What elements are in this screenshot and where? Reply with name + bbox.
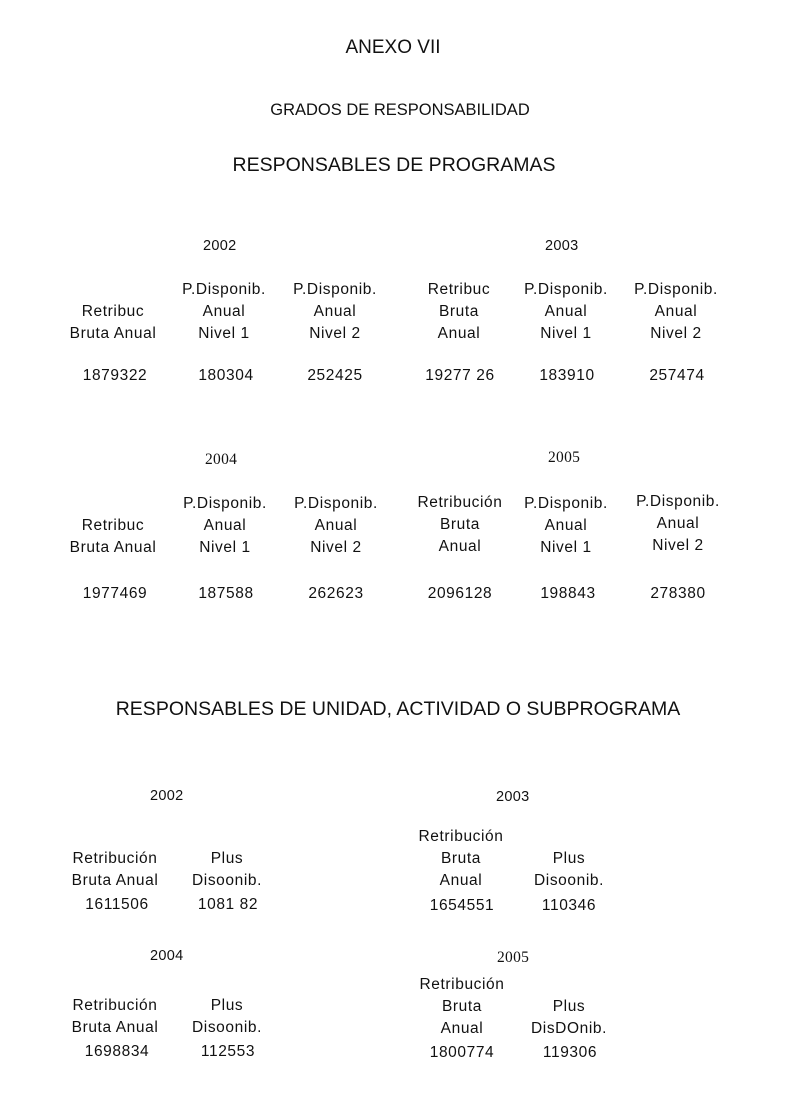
column-plus-disponib: Plus Disoonib. — [533, 850, 605, 889]
year-label: 2004 — [150, 948, 184, 964]
column-retribucion: Retribuc Bruta Anual — [69, 303, 157, 342]
value-retribucion: 1800774 — [429, 1044, 495, 1061]
column-pdisponib-nivel2: P.Disponib. Anual Nivel 2 — [293, 281, 377, 342]
value-retribucion: 2096128 — [427, 585, 493, 602]
year-label: 2004 — [205, 451, 238, 468]
column-retribucion: Retribución Bruta Anual — [419, 976, 505, 1037]
value-retribucion: 1654551 — [429, 897, 495, 914]
value-retribucion: 19277 26 — [425, 367, 495, 384]
column-plus-disponib: Plus Disoonib. — [191, 997, 263, 1036]
year-label: 2002 — [150, 788, 184, 804]
year-label: 2003 — [496, 789, 530, 805]
section-heading-programas: RESPONSABLES DE PROGRAMAS — [232, 154, 556, 176]
column-plus-disponib: Plus Disoonib. — [191, 850, 263, 889]
column-pdisponib-nivel2: P.Disponib. Anual Nivel 2 — [634, 281, 718, 342]
value-plus: 119306 — [542, 1044, 598, 1061]
document-title: ANEXO VII — [345, 37, 441, 58]
column-pdisponib-nivel1: P.Disponib. Anual Nivel 1 — [524, 495, 608, 556]
year-label: 2005 — [548, 449, 581, 466]
column-retribucion: Retribución Bruta Anual — [417, 494, 503, 555]
year-label: 2003 — [545, 238, 579, 254]
value-nivel1: 180304 — [198, 367, 254, 384]
value-retribucion: 1879322 — [82, 367, 148, 384]
year-label: 2005 — [497, 949, 530, 966]
value-nivel1: 198843 — [540, 585, 596, 602]
value-retribucion: 1611506 — [85, 896, 149, 913]
column-retribucion: Retribuc Bruta Anual — [69, 517, 157, 556]
value-plus: 112553 — [200, 1043, 256, 1060]
column-retribucion: Retribución Bruta Anual — [71, 997, 159, 1036]
column-retribucion: Retribuc Bruta Anual — [427, 281, 491, 342]
value-retribucion: 1977469 — [82, 585, 148, 602]
column-pdisponib-nivel2: P.Disponib. Anual Nivel 2 — [294, 495, 378, 556]
section-heading-unidad: RESPONSABLES DE UNIDAD, ACTIVIDAD O SUBPROGRAMA — [115, 698, 681, 720]
column-pdisponib-nivel2: P.Disponib. Anual Nivel 2 — [636, 493, 720, 554]
value-retribucion: 1698834 — [84, 1043, 150, 1060]
column-plus-disponib: Plus DisDOnib. — [530, 998, 608, 1037]
value-nivel1: 187588 — [198, 585, 254, 602]
column-retribucion: Retribución Bruta Anual — [418, 828, 504, 889]
value-nivel2: 278380 — [650, 585, 706, 602]
document-subtitle: GRADOS DE RESPONSABILIDAD — [270, 101, 530, 119]
column-pdisponib-nivel1: P.Disponib. Anual Nivel 1 — [182, 281, 266, 342]
column-pdisponib-nivel1: P.Disponib. Anual Nivel 1 — [183, 495, 267, 556]
column-pdisponib-nivel1: P.Disponib. Anual Nivel 1 — [524, 281, 608, 342]
year-label: 2002 — [203, 238, 237, 254]
value-nivel2: 262623 — [308, 585, 364, 602]
column-retribucion: Retribución Bruta Anual — [71, 850, 159, 889]
value-nivel2: 252425 — [307, 367, 363, 384]
value-plus: 110346 — [541, 897, 597, 914]
value-plus: 1081 82 — [197, 896, 259, 913]
value-nivel2: 257474 — [649, 367, 705, 384]
value-nivel1: 183910 — [539, 367, 595, 384]
